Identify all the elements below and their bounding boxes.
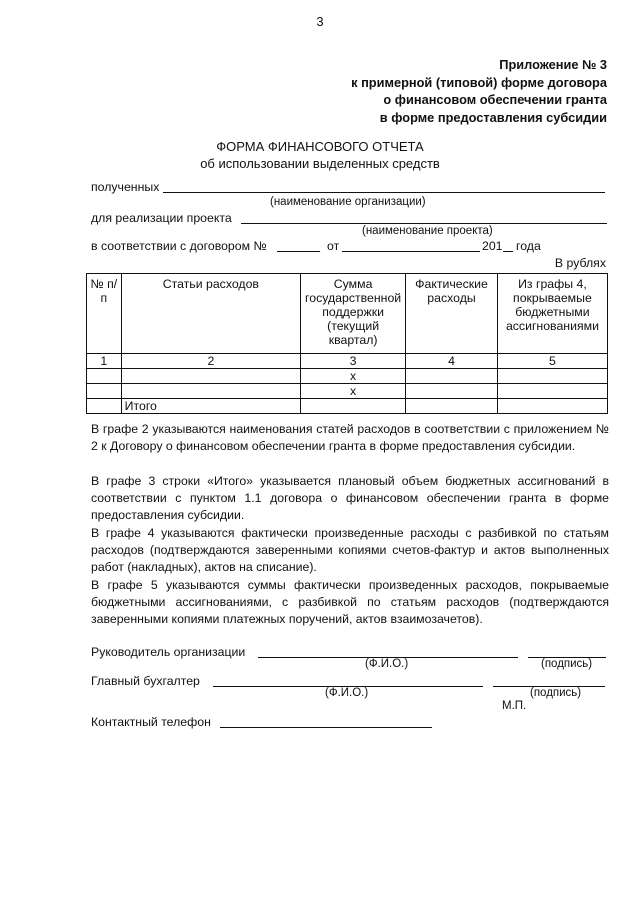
appendix-line-1: Приложение № 3 [499,57,607,72]
project-name-caption: (наименование проекта) [362,225,493,237]
table-row [87,384,608,399]
head-label: Руководитель организации [91,645,246,659]
column-number-cell: 4 [406,354,498,369]
table-total-row [87,399,608,414]
table-cell[interactable] [497,369,607,384]
head-sign-caption: (подпись) [541,658,593,670]
received-label: полученных [91,180,160,194]
table-cell[interactable] [121,369,300,384]
instruction-paragraph-1: В графе 2 указываются наименования статей расходов в соответствии с приложением № 2 к Договору о финансовом обеспечении гранта в форме предоставления субсидии. [91,422,609,453]
table-cell[interactable] [121,384,300,399]
org-name-line[interactable] [163,192,605,193]
table-header-row [87,274,608,354]
head-fio-caption: (Ф.И.О.) [365,658,409,670]
table-column-numbers-row [87,354,608,369]
header-actual-expenses: Фактические расходы [406,274,498,354]
table-cell: x [301,369,406,384]
table-cell[interactable] [87,369,122,384]
currency-unit: В рублях [554,256,606,270]
column-number-cell: 2 [121,354,300,369]
header-budget-covered: Из графы 4, покрываемые бюджетными ассигнованиями [497,274,607,354]
instruction-paragraph-4: В графе 5 указываются суммы фактически произведенных расходов, покрываемые бюджетными ассигнованиями, с разбивкой по статьям расходов (подтверждаются заверенными копиями платежных поручений, актов взаимозачетов). [91,578,609,626]
table-cell: x [301,384,406,399]
year-prefix: 201 [482,239,503,253]
form-title-sub: об использовании выделенных средств [200,156,440,171]
from-label: от [327,239,340,253]
appendix-line-4: в форме предоставления субсидии [379,109,607,125]
contract-label: в соответствии с договором № [91,239,267,253]
table-cell[interactable] [406,369,498,384]
table-cell[interactable] [497,399,607,414]
form-title [0,138,640,172]
total-label-cell: Итого [121,399,300,414]
stamp-place: М.П. [502,700,527,712]
table-cell[interactable] [406,384,498,399]
header-support-amount: Сумма государственной поддержки (текущий квартал) [301,274,406,354]
instruction-paragraph-2: В графе 3 строки «Итого» указывается плановый объем бюджетных ассигнований в соответствии с пунктом 1.1 договора о финансовом обеспечении гранта в форме предоставления субсидии. [91,474,609,522]
phone-label: Контактный телефон [91,715,211,729]
contract-date-line[interactable] [342,251,480,252]
accountant-sign-caption: (подпись) [530,687,582,699]
accountant-fio-caption: (Ф.И.О.) [325,687,369,699]
org-name-caption: (наименование организации) [270,196,426,208]
year-suffix: года [516,239,541,253]
accountant-label: Главный бухгалтер [91,674,200,688]
instruction-paragraph-3: В графе 4 указываются фактически произведенные расходы с разбивкой по статьям расходов (подтверждаются заверенными копиями счетов-фактур и актов выполненных работ (накладных), актов на списание). [91,526,609,574]
table-cell[interactable] [406,399,498,414]
header-expense-items: Статьи расходов [121,274,300,354]
phone-line[interactable] [220,727,432,728]
form-title-main: ФОРМА ФИНАНСОВОГО ОТЧЕТА [216,139,424,154]
appendix-header [351,56,607,126]
table-cell [87,399,122,414]
table-cell[interactable] [87,384,122,399]
page-number: 3 [316,14,324,29]
table-cell[interactable] [497,384,607,399]
column-number-cell: 1 [87,354,122,369]
column-number-cell: 5 [497,354,607,369]
table-row [87,369,608,384]
project-label: для реализации проекта [91,211,232,225]
financial-report-table [86,273,608,414]
column-number-cell: 3 [301,354,406,369]
year-digit-line[interactable] [503,251,513,252]
table-cell[interactable] [301,399,406,414]
contract-number-line[interactable] [277,251,320,252]
appendix-line-3: о финансовом обеспечении гранта [383,92,607,107]
appendix-line-2: к примерной (типовой) форме договора [351,74,607,90]
header-number: № п/п [87,274,122,354]
project-name-line[interactable] [241,223,607,224]
